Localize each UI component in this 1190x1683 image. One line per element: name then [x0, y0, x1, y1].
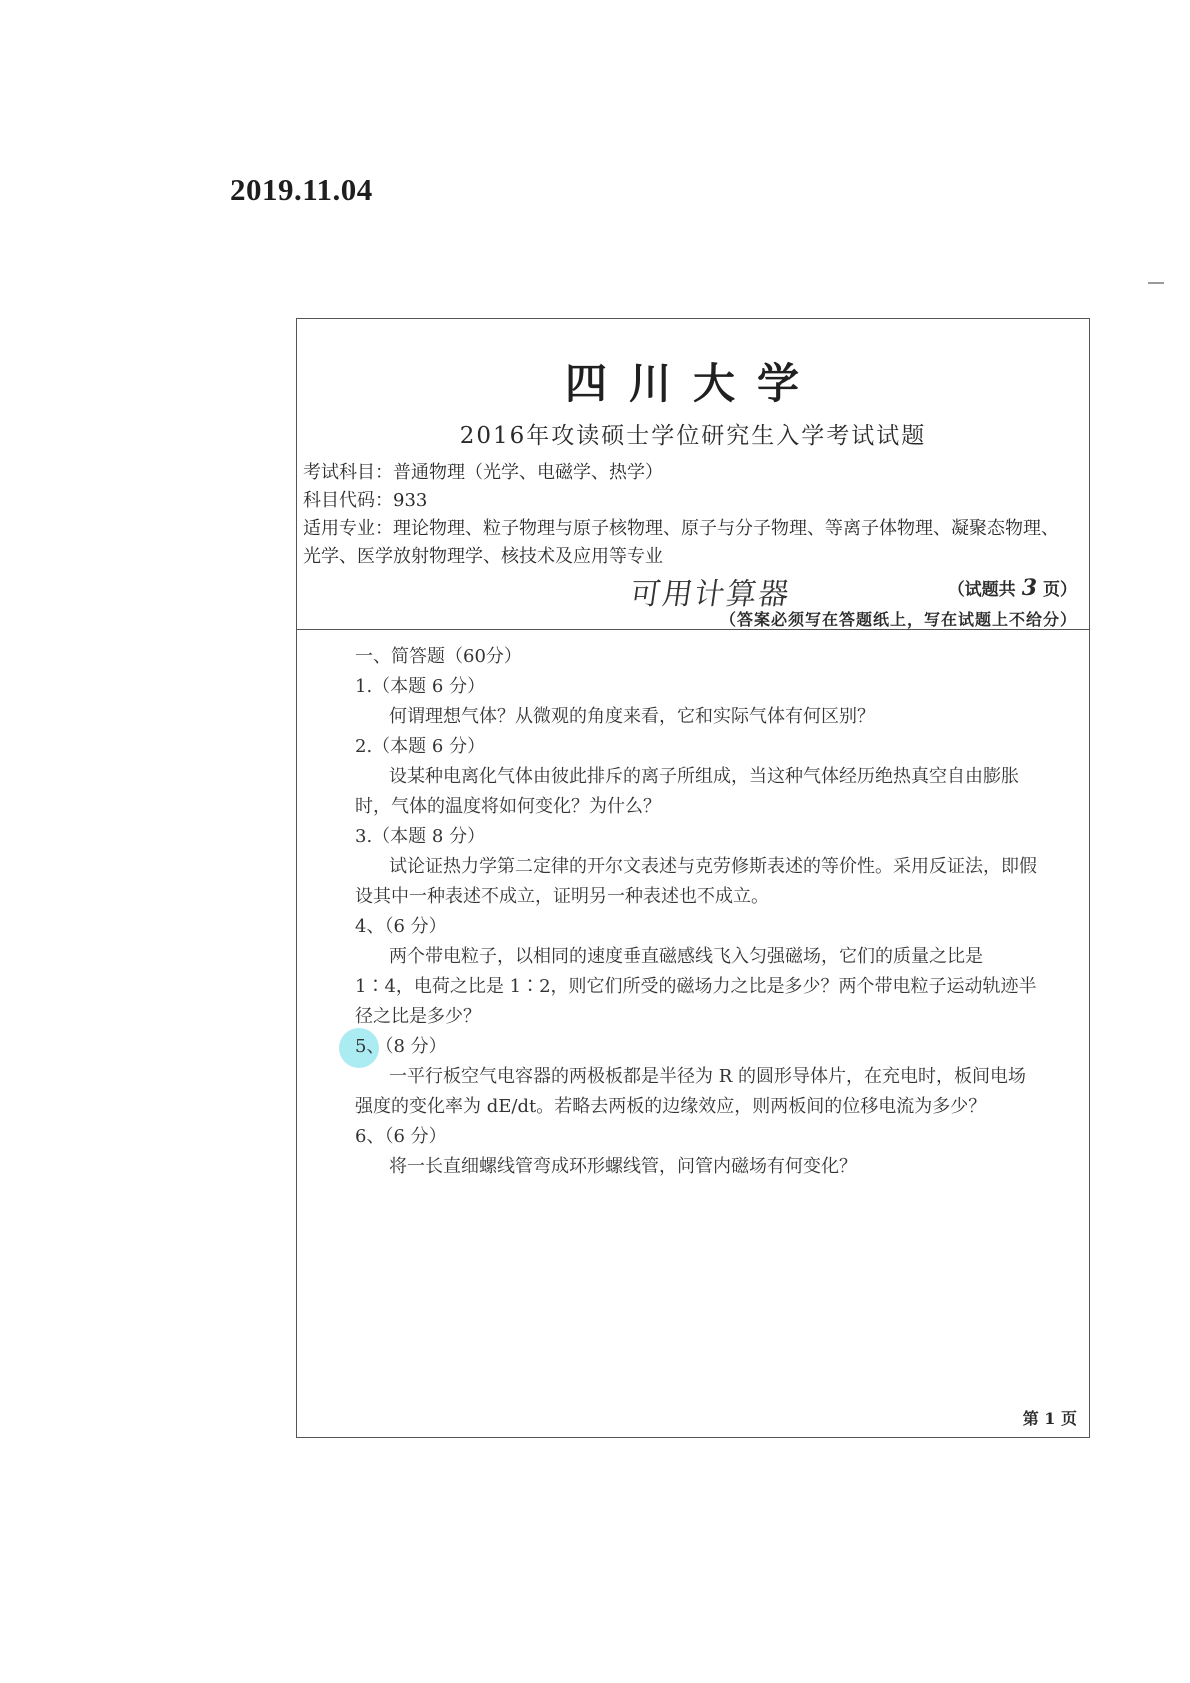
section-title: 一、简答题（60分）: [355, 646, 522, 667]
question-body-3: 试论证热力学第二定律的开尔文表述与克劳修斯表述的等价性。采用反证法，即假设其中一种表述不成立，证明另一种表述也不成立。: [355, 856, 1037, 907]
page-number: 第 1 页: [1022, 1409, 1077, 1428]
question-head-1: 1.（本题 6 分）: [355, 676, 486, 697]
subject-line: 考试科目：普通物理（光学、电磁学、热学）: [303, 462, 663, 483]
question-head-3: 3.（本题 8 分）: [355, 826, 486, 847]
page-count-suffix: 页）: [1043, 580, 1077, 600]
date-stamp: 2019.11.04: [230, 172, 373, 207]
exam-title: 2016年攻读硕士学位研究生入学考试试题: [459, 423, 927, 449]
question-body-4: 两个带电粒子，以相同的速度垂直磁感线飞入匀强磁场，它们的质量之比是 1∶4，电荷之比是 1∶2，则它们所受的磁场力之比是多少？两个带电粒子运动轨迹半径之比是多少？: [355, 946, 1037, 1027]
page-count-value: 3: [1021, 575, 1037, 601]
question-head-6: 6、（6 分）: [355, 1126, 447, 1147]
question-head-4: 4、（6 分）: [355, 916, 447, 937]
question-body-6: 将一长直细螺线管弯成环形螺线管，问管内磁场有何变化？: [389, 1156, 857, 1177]
page-count: [948, 575, 1077, 601]
question-body-2: 设某种电离化气体由彼此排斥的离子所组成，当这种气体经历绝热真空自由膨胀时，气体的温度将如何变化？为什么？: [355, 766, 1019, 817]
question-list: [355, 642, 1043, 1182]
question-head-2: 2.（本题 6 分）: [355, 736, 486, 757]
university-logo-text: 四川大学: [564, 359, 821, 408]
university-logo: [297, 351, 1089, 411]
subject-code-line: 科目代码：933: [303, 490, 428, 511]
question-head-5: 5、（8 分）: [355, 1032, 1043, 1062]
answer-note: （答案必须写在答题纸上，写在试题上不给分）: [719, 610, 1077, 629]
question-body-1: 何谓理想气体？从微观的角度来看，它和实际气体有何区别？: [389, 706, 875, 727]
exam-sheet: [296, 318, 1090, 1438]
header-divider: [297, 629, 1089, 630]
majors-line: 适用专业：理论物理、粒子物理与原子核物理、原子与分子物理、等离子体物理、凝聚态物理、光学、医学放射物理学、核技术及应用等专业: [303, 518, 1059, 567]
handwritten-note: 可用计算器: [628, 577, 793, 612]
scan-mark: [1148, 282, 1164, 284]
page-count-prefix: （试题共: [947, 580, 1016, 600]
question-body-5: 一平行板空气电容器的两极板都是半径为 R 的圆形导体片，在充电时，板间电场强度的变化率为 dE/dt。若略去两板的边缘效应，则两板间的位移电流为多少？: [355, 1066, 1026, 1117]
exam-meta: [303, 459, 1069, 571]
